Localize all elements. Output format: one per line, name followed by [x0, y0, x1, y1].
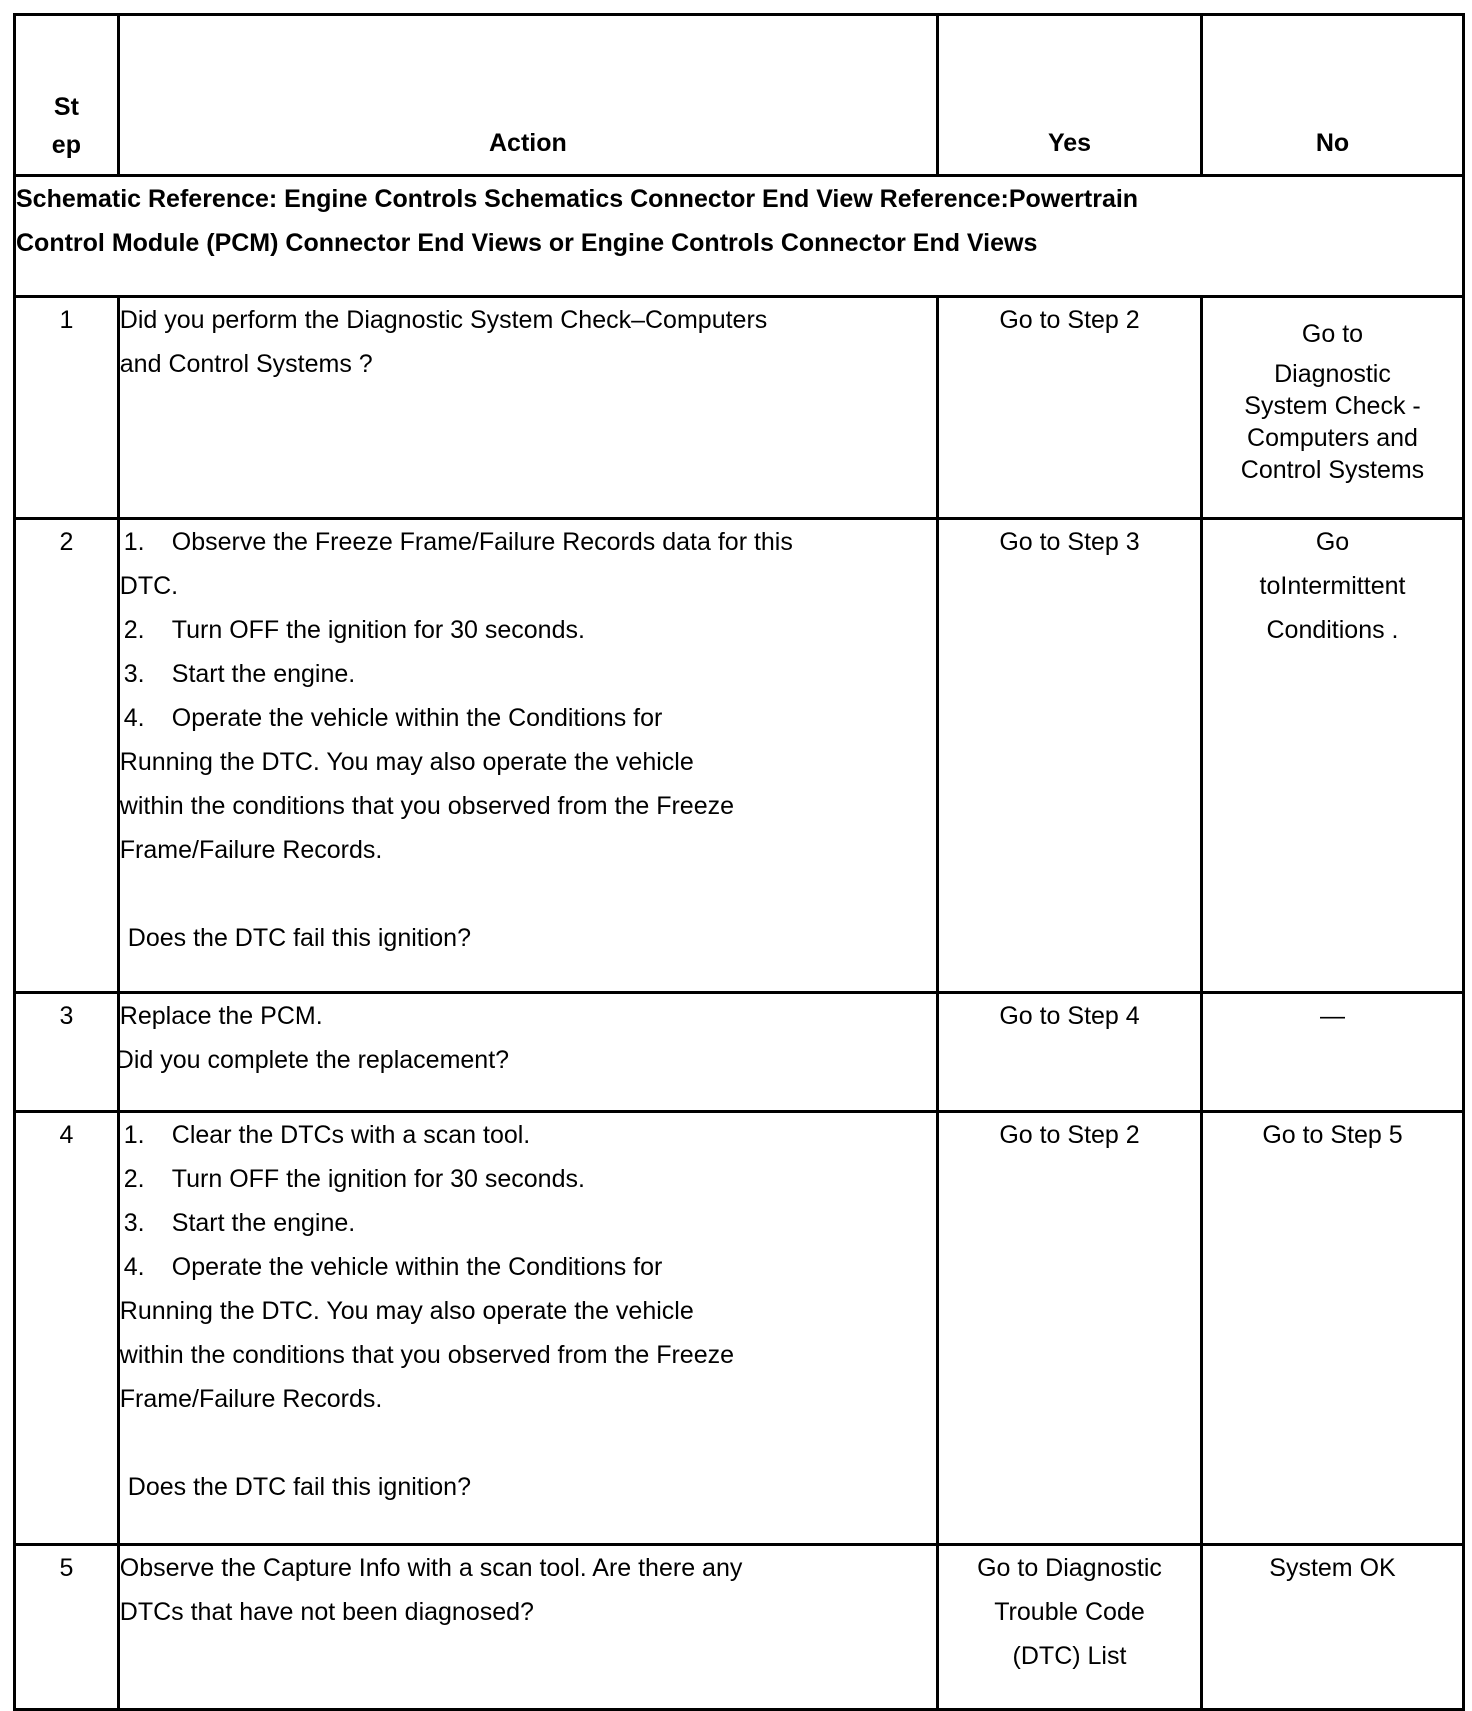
yes-text: Go to Diagnostic: [977, 1554, 1162, 1582]
item-text: Operate the vehicle within the Conditions for: [171, 704, 663, 732]
item-text: DTC.: [119, 572, 179, 600]
item-text: Observe the Freeze Frame/Failure Records data for this: [171, 528, 793, 556]
item-number: 1.: [123, 528, 145, 556]
diagnostic-table: [13, 13, 1465, 1711]
list-item: [120, 696, 936, 740]
item-number: 1.: [123, 1121, 145, 1149]
no-cell: Go to Step 5: [1202, 1112, 1464, 1545]
item-text: Clear the DTCs with a scan tool.: [171, 1121, 531, 1149]
item-number: 2.: [123, 616, 145, 644]
item-text: within the conditions that you observed from the Freeze: [119, 1341, 735, 1369]
item-number: 3.: [123, 660, 145, 688]
no-text: Go to: [1301, 320, 1364, 348]
table-row: [15, 1112, 1464, 1545]
reference-row: [15, 176, 1464, 297]
item-text: Frame/Failure Records.: [119, 1385, 383, 1413]
item-text: within the conditions that you observed from the Freeze: [119, 792, 735, 820]
action-cell: [118, 1112, 937, 1545]
no-cell: [1202, 519, 1464, 993]
action-cell: [118, 519, 937, 993]
no-cell: —: [1202, 993, 1464, 1112]
item-number: 2.: [123, 1165, 145, 1193]
no-text: Diagnostic: [1274, 360, 1391, 388]
schematic-reference: [15, 176, 1464, 297]
table-row: [15, 1545, 1464, 1710]
question-text: Does the DTC fail this ignition?: [127, 1473, 471, 1501]
item-number: 3.: [123, 1209, 145, 1237]
list-item-continuation: [120, 564, 936, 608]
table-row: [15, 993, 1464, 1112]
no-text: Go: [1315, 528, 1350, 556]
no-text: Control Systems: [1240, 456, 1425, 484]
list-item: [120, 1157, 936, 1201]
list-item: [120, 1201, 936, 1245]
yes-cell: [938, 1545, 1202, 1710]
spacer: [120, 872, 936, 916]
header-step: [15, 15, 119, 176]
spacer: [120, 1421, 936, 1465]
header-yes: Yes: [938, 15, 1202, 176]
action-cell: [118, 297, 937, 519]
list-item: [120, 1113, 936, 1157]
item-text: Running the DTC. You may also operate the vehicle: [119, 748, 694, 776]
header-no: No: [1202, 15, 1464, 176]
procedure-list: [120, 520, 936, 740]
action-cell: [118, 1545, 937, 1710]
action-text: Replace the PCM.: [119, 1002, 323, 1030]
table-row: [15, 519, 1464, 993]
step-number: 2: [15, 519, 119, 993]
list-item: [120, 608, 936, 652]
list-item: [120, 1245, 936, 1289]
action-text: DTCs that have not been diagnosed?: [119, 1598, 534, 1626]
action-text: and Control Systems ?: [119, 350, 373, 378]
step-number: 5: [15, 1545, 119, 1710]
item-text: Operate the vehicle within the Conditions for: [171, 1253, 663, 1281]
procedure-list: [120, 1113, 936, 1289]
table-row: [15, 297, 1464, 519]
no-text: toIntermittent: [1259, 572, 1406, 600]
action-text: Did you perform the Diagnostic System Check–Computers: [119, 306, 768, 334]
item-text: Start the engine.: [171, 660, 356, 688]
no-cell: [1202, 297, 1464, 519]
item-text: Turn OFF the ignition for 30 seconds.: [171, 1165, 585, 1193]
header-step-line2: ep: [51, 131, 81, 159]
reference-line2: Control Module (PCM) Connector End Views or Engine Controls Connector End Views: [16, 229, 1038, 257]
action-text: Did you complete the replacement?: [115, 1046, 510, 1074]
no-text: Conditions .: [1266, 616, 1399, 644]
step-number: 3: [15, 993, 119, 1112]
reference-line1: Schematic Reference: Engine Controls Schematics Connector End View Reference:Powertrain: [16, 185, 1139, 213]
yes-text: Trouble Code: [994, 1598, 1145, 1626]
no-text: System Check -: [1244, 392, 1421, 420]
step-number: 1: [15, 297, 119, 519]
item-text: Turn OFF the ignition for 30 seconds.: [171, 616, 585, 644]
no-text: Computers and: [1247, 424, 1418, 452]
yes-cell: Go to Step 2: [938, 1112, 1202, 1545]
list-item: [120, 652, 936, 696]
action-cell: [115, 993, 937, 1112]
item-text: Running the DTC. You may also operate the vehicle: [119, 1297, 694, 1325]
yes-cell: Go to Step 3: [938, 519, 1202, 993]
item-number: 4.: [123, 704, 145, 732]
yes-cell: Go to Step 4: [938, 993, 1202, 1112]
question-text: Does the DTC fail this ignition?: [127, 924, 471, 952]
item-text: Start the engine.: [171, 1209, 356, 1237]
list-item: [120, 520, 936, 564]
action-text: Observe the Capture Info with a scan tool. Are there any: [119, 1554, 743, 1582]
item-number: 4.: [123, 1253, 145, 1281]
table-header-row: [15, 15, 1464, 176]
header-action: Action: [118, 15, 937, 176]
step-number: 4: [15, 1112, 119, 1545]
item-text: Frame/Failure Records.: [119, 836, 383, 864]
no-cell: System OK: [1202, 1545, 1464, 1710]
yes-cell: Go to Step 2: [938, 297, 1202, 519]
header-step-line1: St: [53, 93, 79, 121]
yes-text: (DTC) List: [1012, 1642, 1127, 1670]
